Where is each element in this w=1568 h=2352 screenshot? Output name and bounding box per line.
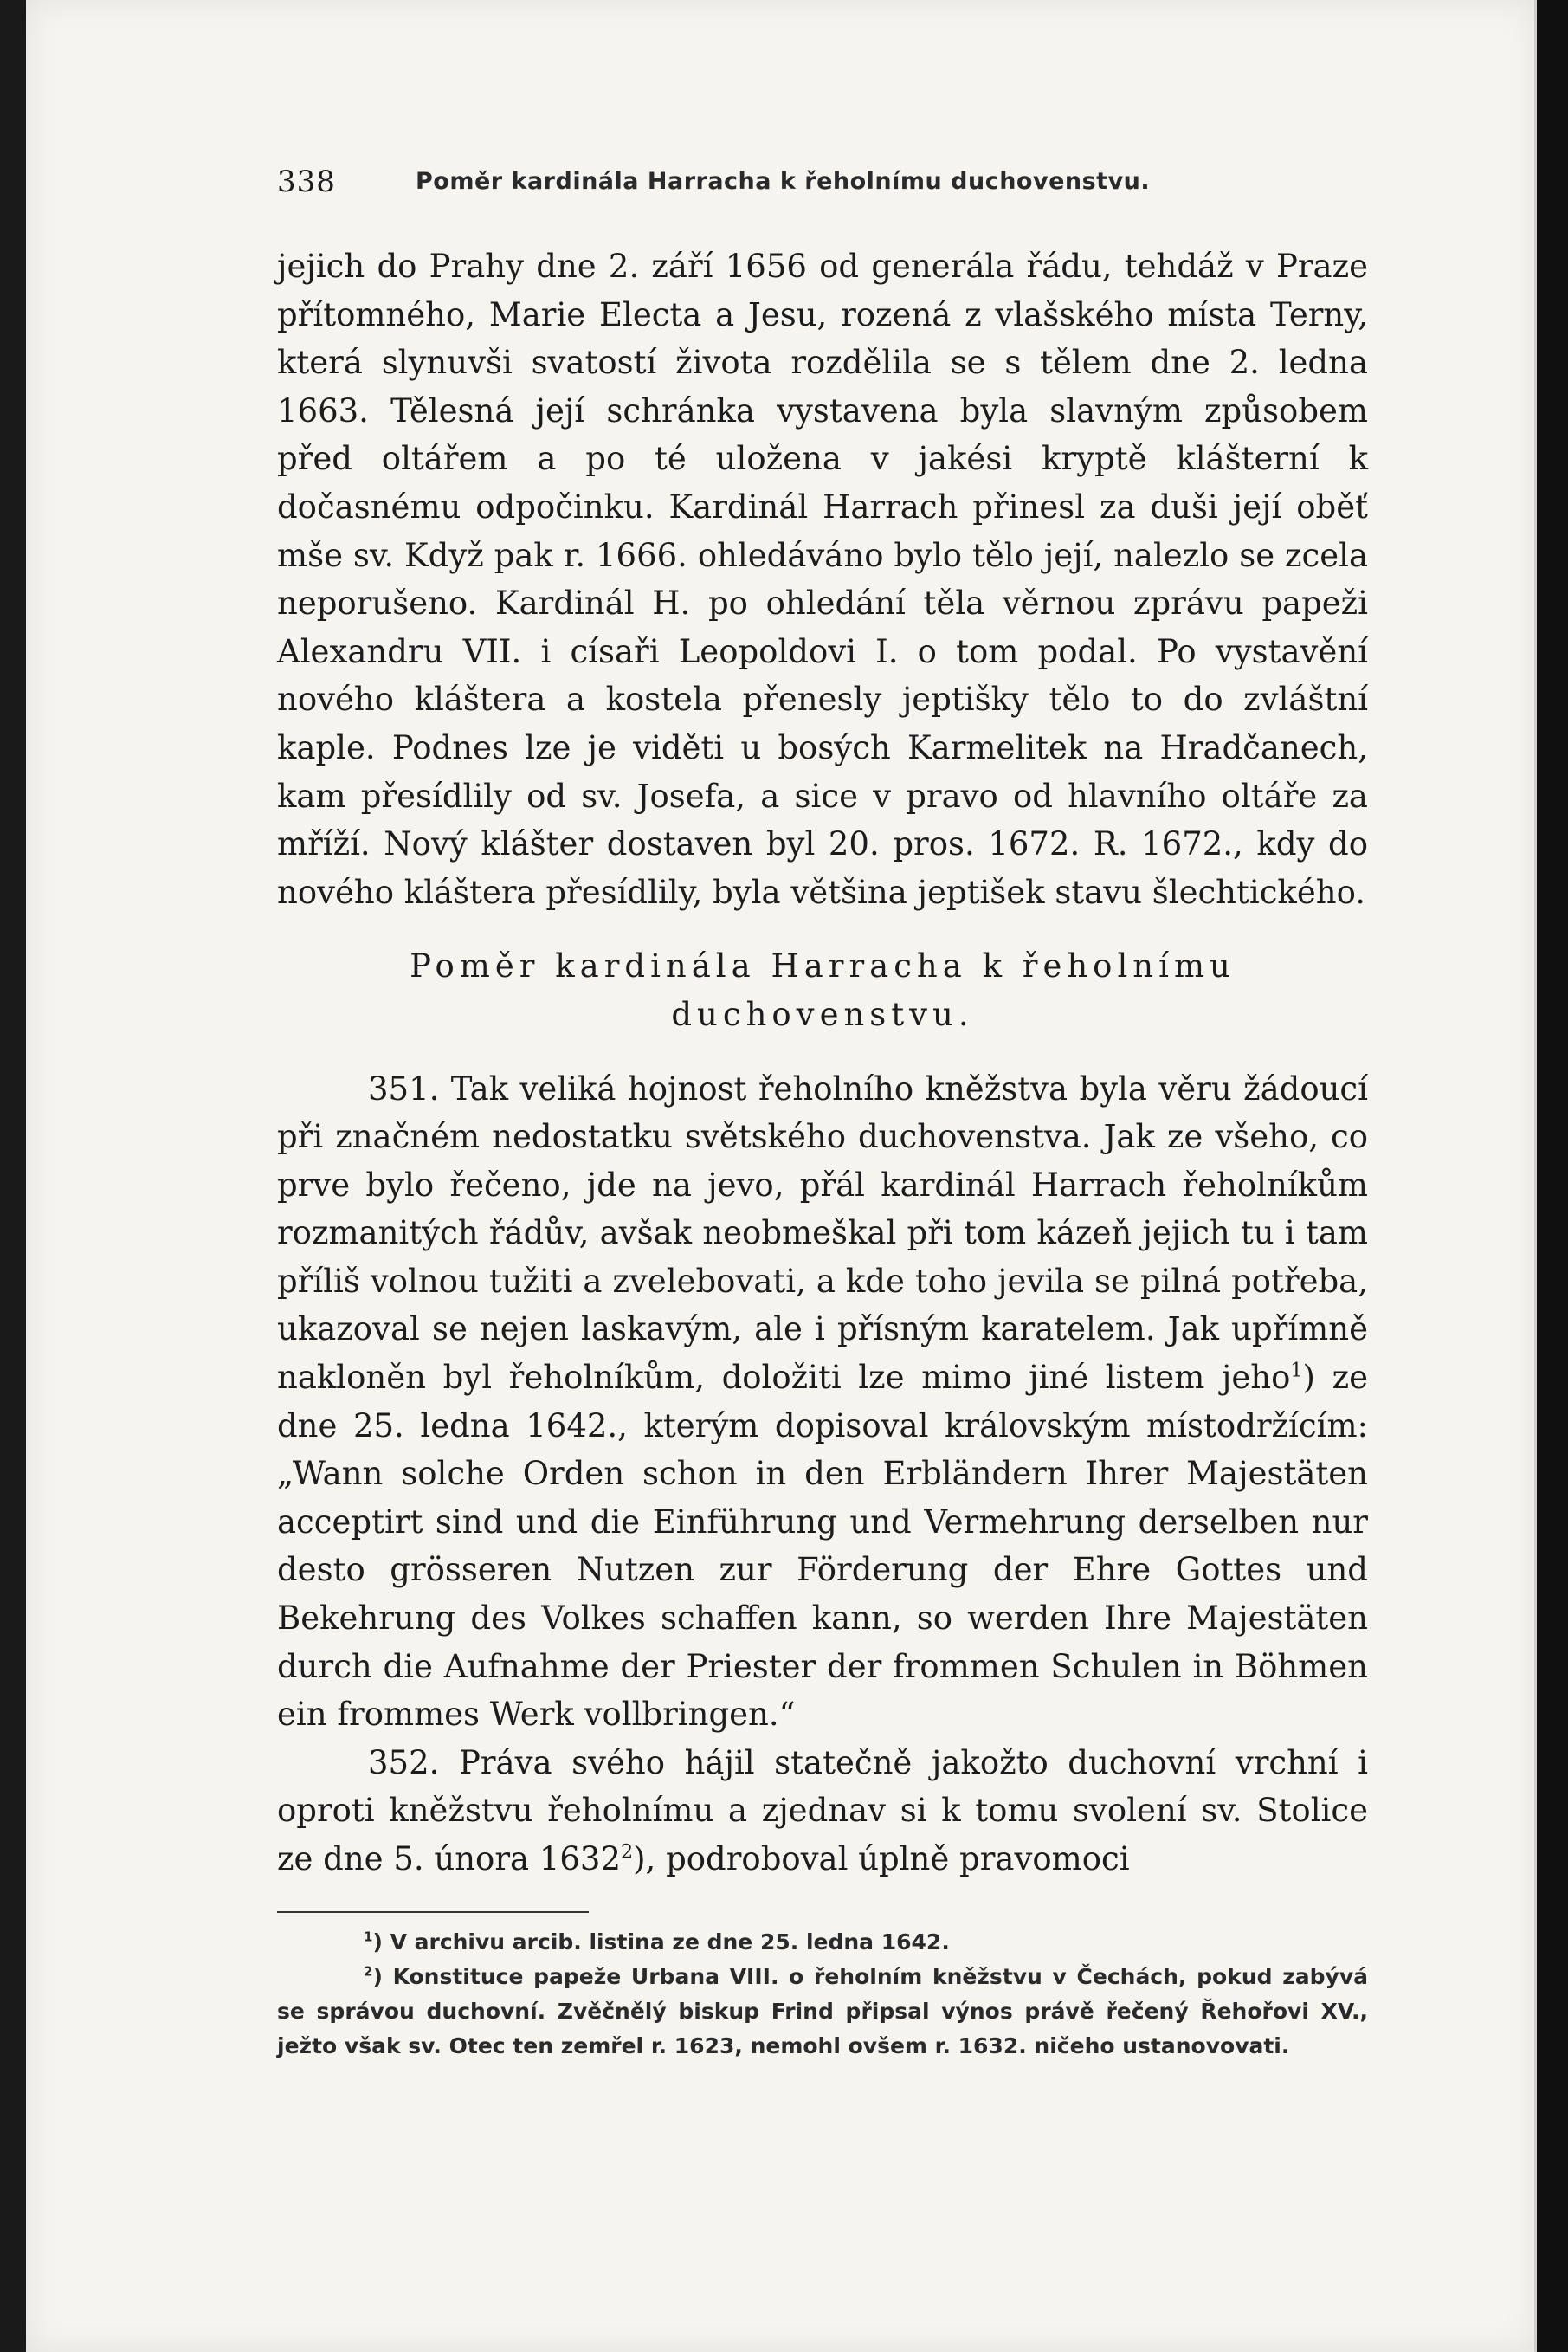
paragraph-352 [277,1739,1368,1884]
footnote-divider [277,1911,589,1913]
running-title: Poměr kardinála Harracha k řeholnímu duchovenstvu. [416,168,1151,195]
paragraph-351-text-a: 351. Tak veliká hojnost řeholního kněžstva byla věru žádoucí při značném nedostatku světského duchovenstva. Jak ze všeho, co prve bylo řečeno, jde na jevo, přál kardinál Harrach řeholníkům rozmanitých řádův, avšak neobmeškal při tom kázeň jejich tu i tam příliš volnou tužiti a zvelebovati, a kde toho jevila se pilná potřeba, ukazoval se nejen laskavým, ale i přísným karatelem. Jak upřímně nakloněn byl řeholníkům, doložiti lze mimo jiné listem jeho [277,1069,1368,1397]
section-heading-line-1: Poměr kardinála Harracha k řeholnímu [410,947,1236,985]
paragraph-352-text-b: ), podroboval úplně pravomoci [633,1840,1130,1877]
footnote-2 [277,1960,1368,2064]
footnote-ref-2: 2 [621,1840,634,1864]
paragraph-351-text-b: ) ze dne 25. ledna 1642., kterým dopisoval královským místodržícím: „Wann solche Orden schon in den Erbländern Ihrer Majestäten acceptirt sind und die Einführung und Vermehrung derselben nur desto grösseren Nutzen zur Förderung der Ehre Gottes und Bekehrung des Volkes schaffen kann, so werden Ihre Majestäten durch die Aufnahme der Priester der frommen Schulen in Böhmen ein frommes Werk vollbringen.“ [277,1359,1368,1734]
footnote-1-mark: 1 [364,1929,373,1945]
footnote-ref-1: 1 [1290,1359,1303,1382]
footnote-2-mark: 2 [364,1963,373,1980]
continuation-paragraph: jejich do Prahy dne 2. září 1656 od generála řádu, tehdáž v Praze přítomného, Marie Electa a Jesu, rozená z vlašského místa Terny, která slynuvši svatostí života rozdělila se s tělem dne 2. ledna 1663. Tělesná její schránka vystavena byla slavným způsobem před oltářem a po té uložena v jakési kryptě klášterní k dočasnému odpočinku. Kardinál Harrach přinesl za duši její oběť mše sv. Když pak r. 1666. ohledáváno bylo tělo její, nalezlo se zcela neporušeno. Kardinál H. po ohledání těla věrnou zprávu papeži Alexandru VII. i císaři Leopoldovi I. o tom podal. Po vystavění nového kláštera a kostela přenesly jeptišky tělo to do zvláštní kaple. Podnes lze je viděti u bosých Karmelitek na Hradčanech, kam přesídlily od sv. Josefa, a sice v pravo od hlavního oltáře za mříží. Nový klášter dostaven byl 20. pros. 1672. R. 1672., kdy do nového kláštera přesídlily, byla většina jeptišek stavu šlechtického. [277,248,1368,911]
footnote-1 [277,1925,1368,1960]
paragraph-351 [277,1065,1368,1739]
section-heading-line-2: duchovenstvu. [671,995,974,1033]
section-heading [277,942,1368,1038]
running-head [277,156,1368,208]
book-page [26,0,1537,2352]
body-text [277,242,1368,1884]
page-number: 338 [277,165,336,199]
footnote-1-text: ) V archivu arcib. listina ze dne 25. ledna 1642. [372,1929,950,1955]
scan-border [1537,0,1568,2352]
page-content [277,156,1368,2064]
footnotes [277,1925,1368,2064]
footnote-2-text: ) Konstituce papeže Urbana VIII. o řeholním kněžstvu v Čechách, pokud zabývá se správou duchovní. Zvěčnělý biskup Frind připsal výnos právě řečený Řehořovi XV., ježto však sv. Otec ten zemřel r. 1623, nemohl ovšem r. 1632. ničeho ustanovovati. [277,1963,1368,2058]
paragraph-352-text-a: 352. Práva svého hájil statečně jakožto duchovní vrchní i oproti kněžstvu řeholnímu a zjednav si k tomu svolení sv. Stolice ze dne 5. února 1632 [277,1743,1368,1877]
